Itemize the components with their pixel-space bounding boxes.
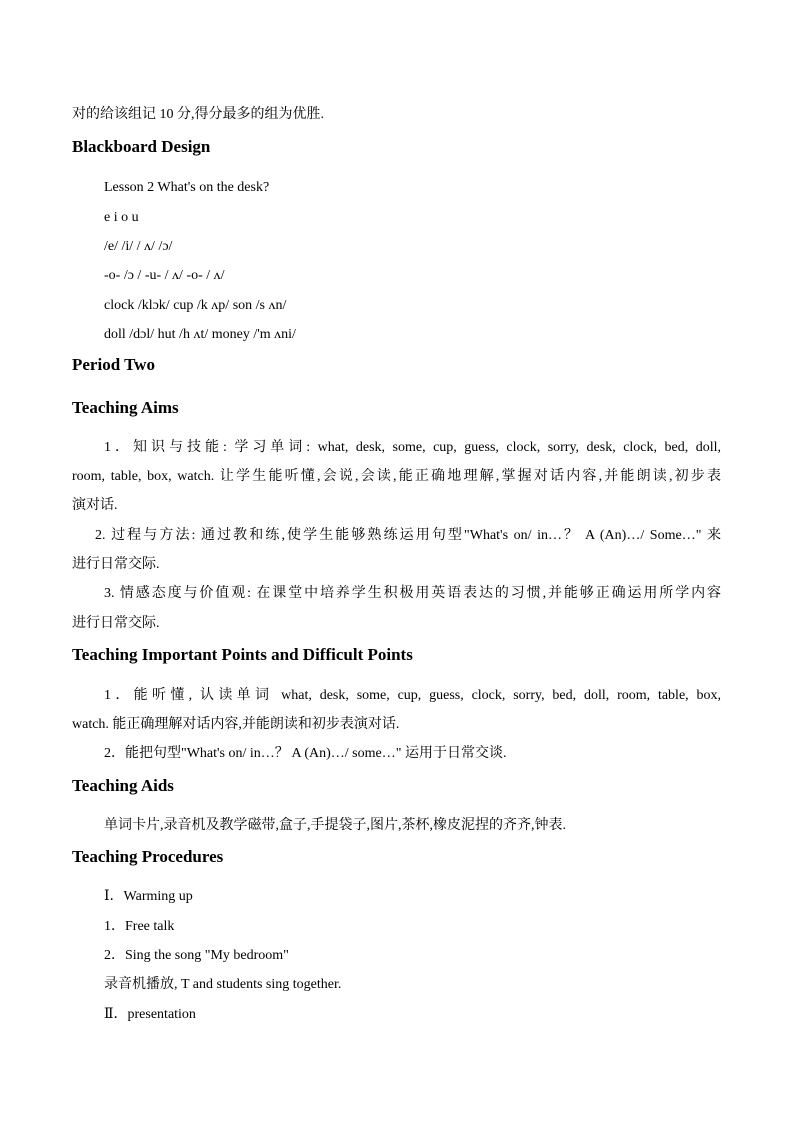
aims-line: 进行日常交际. [72,616,160,631]
blackboard-line: /e/ /i/ / ʌ/ /ɔ/ [104,239,173,254]
procedures-line: Ⅱ．presentation [104,1007,196,1022]
procedures-line: 2．Sing the song "My bedroom" [104,948,289,963]
procedures-line: 1．Free talk [104,919,175,934]
aims-line: room, table, box, watch. 让学生能听懂,会说,会读,能正确地理解,掌握对话内容,并能朗读,初步表 [72,469,721,484]
aims-line: 进行日常交际. [72,557,160,572]
procedures-line: Ⅰ．Warming up [104,889,193,904]
points-line: 2．能把句型"What's on/ in…？ A (An)…/ some…" 运用于日常交谈. [104,746,507,761]
points-line: 1．能听懂, 认读单词 what, desk, some, cup, guess, clock, sorry, bed, doll, room, table, box, [104,688,721,703]
section-heading-blackboard: Blackboard Design [72,137,211,156]
aims-line: 2. 过程与方法: 通过教和练,使学生能够熟练运用句型"What's on/ in…？ A (An)…/ Some…" 来 [95,528,721,543]
blackboard-line: Lesson 2 What's on the desk? [104,180,270,195]
intro-line: 对的给该组记 10 分,得分最多的组为优胜. [72,107,324,122]
blackboard-line: -o- /ɔ / -u- / ʌ/ -o- / ʌ/ [104,268,225,283]
section-heading-points: Teaching Important Points and Difficult Points [72,645,413,664]
aims-line: 1．知识与技能: 学习单词: what, desk, some, cup, guess, clock, sorry, desk, clock, bed, doll, [104,440,721,455]
procedures-line: 录音机播放, T and students sing together. [104,977,342,992]
aims-line: 演对话. [72,498,118,513]
points-line: watch. 能正确理解对话内容,并能朗读和初步表演对话. [72,717,400,732]
period-title: Period Two [72,355,155,374]
aids-line: 单词卡片,录音机及教学磁带,盒子,手提袋子,图片,茶杯,橡皮泥捏的齐齐,钟表. [104,818,566,833]
blackboard-line: clock /klɔk/ cup /k ʌp/ son /s ʌn/ [104,298,287,313]
aims-line: 3. 情感态度与价值观: 在课堂中培养学生积极用英语表达的习惯,并能够正确运用所学内容 [104,586,721,601]
section-heading-procedures: Teaching Procedures [72,847,224,866]
blackboard-line: e i o u [104,210,139,225]
section-heading-aids: Teaching Aids [72,776,174,795]
section-heading-aims: Teaching Aims [72,398,179,417]
blackboard-line: doll /dɔl/ hut /h ʌt/ money /'m ʌni/ [104,327,296,342]
